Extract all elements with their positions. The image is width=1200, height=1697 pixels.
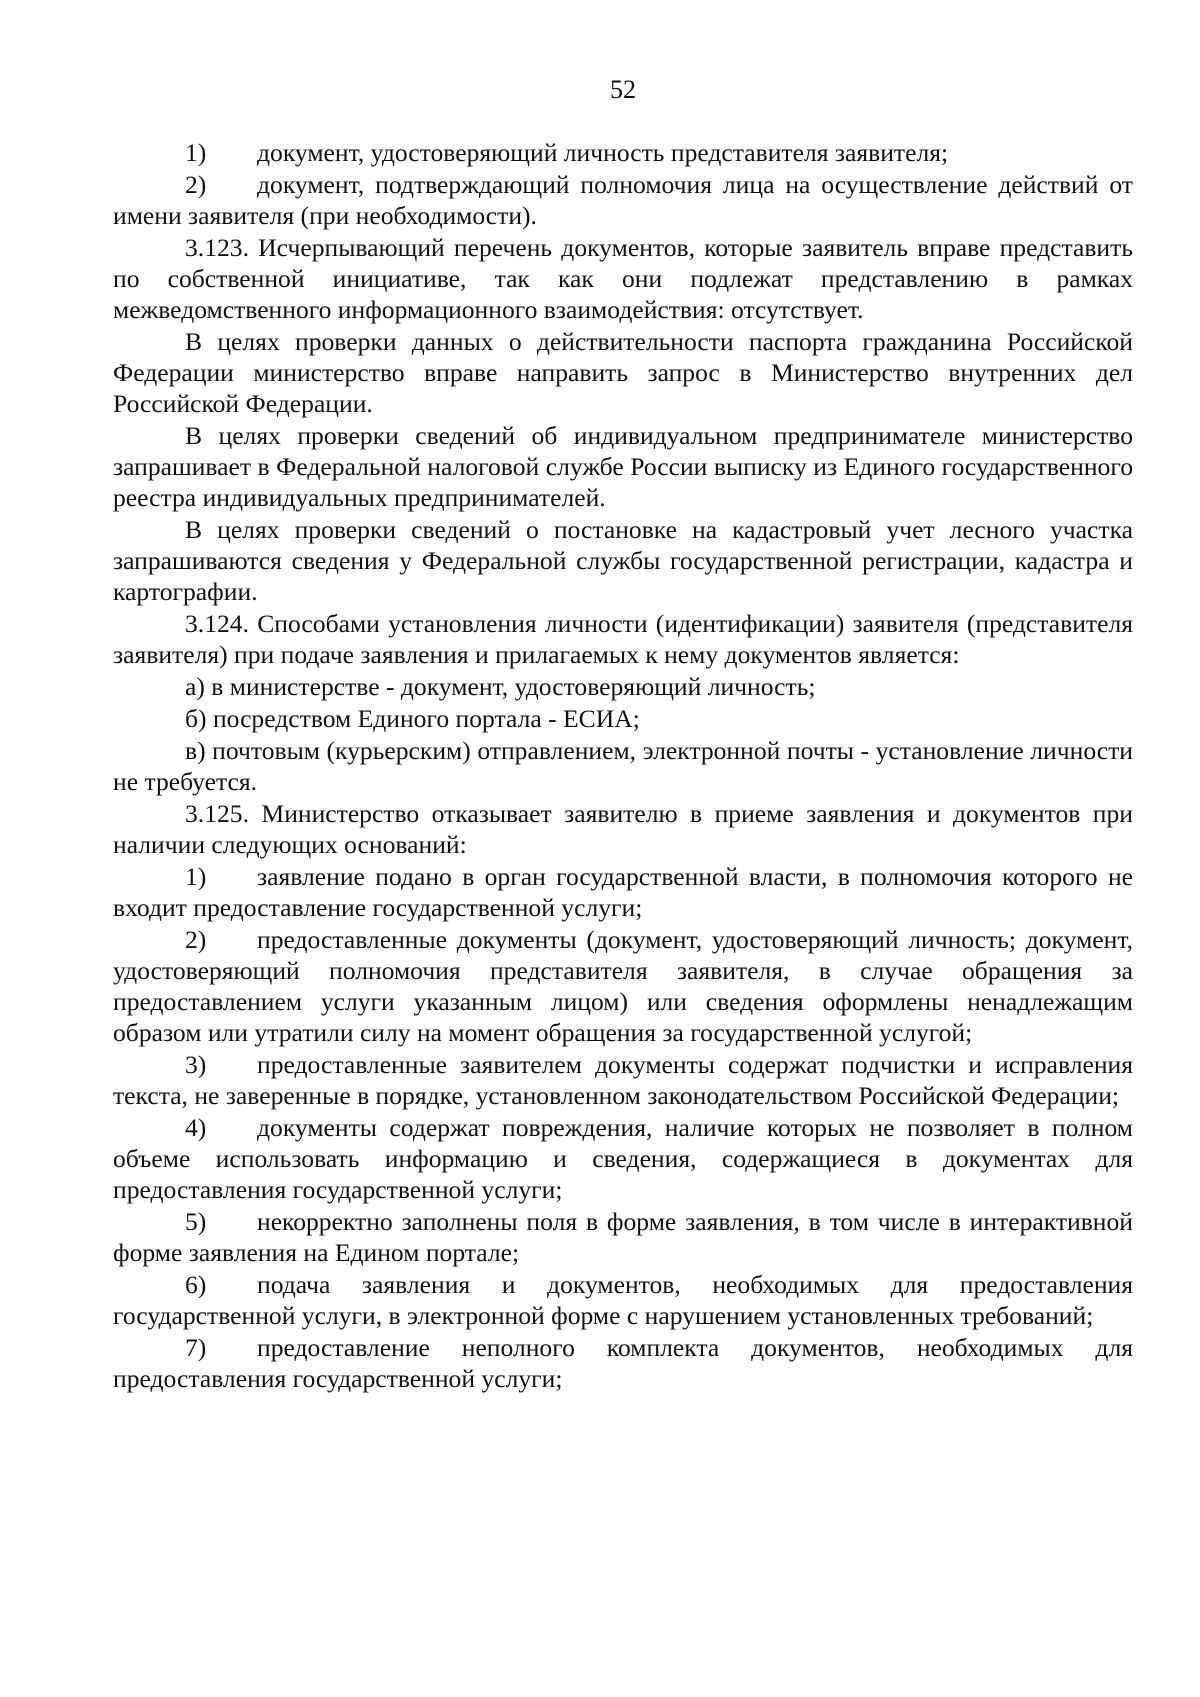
item-number: 3) bbox=[185, 1050, 207, 1079]
paragraph: б) посредством Единого портала - ЕСИА; bbox=[185, 704, 640, 733]
paragraph: в) почтовым (курьерским) отправлением, электронной почты - установление личности не требуется. bbox=[113, 736, 1133, 796]
paragraph: В целях проверки сведений о постановке на кадастровый учет лесного участка запрашиваются сведения у Федеральной службы государственной регистрации, кадастра и картографии. bbox=[113, 515, 1133, 606]
item-number: 5) bbox=[185, 1207, 207, 1236]
item-text: некорректно заполнены поля в форме заявления, в том числе в интерактивной форме заявления на Едином портале; bbox=[113, 1207, 1133, 1267]
item-number: 7) bbox=[185, 1333, 207, 1362]
page-number: 52 bbox=[610, 75, 636, 104]
list-item bbox=[113, 137, 1133, 168]
paragraph: а) в министерстве - документ, удостоверяющий личность; bbox=[185, 672, 816, 701]
item-number: 2) bbox=[185, 170, 207, 199]
item-number: 4) bbox=[185, 1113, 207, 1142]
item-text: документ, подтверждающий полномочия лица на осуществление действий от имени заявителя (при необходимости). bbox=[113, 170, 1133, 230]
item-number: 1) bbox=[185, 862, 207, 891]
list-item bbox=[113, 169, 1133, 231]
item-text: предоставление неполного комплекта документов, необходимых для предоставления государственной услуги; bbox=[113, 1333, 1133, 1393]
paragraph: 3.123. Исчерпывающий перечень документов, которые заявитель вправе представить по собственной инициативе, так как они подлежат представлению в рамках межведомственного информационного взаимодействия: отсутствует. bbox=[113, 233, 1133, 324]
list-item bbox=[113, 1112, 1133, 1205]
list-item bbox=[113, 861, 1133, 923]
item-number: 2) bbox=[185, 925, 207, 954]
item-text: предоставленные документы (документ, удостоверяющий личность; документ, удостоверяющий полномочия представителя заявителя, в случае обращения за предоставлением услуги указанным лицом) или сведения оформлены ненадлежащим образом или утратили силу на момент обращения за государственной услугой; bbox=[113, 925, 1133, 1047]
item-number: 6) bbox=[185, 1270, 207, 1299]
list-item bbox=[113, 924, 1133, 1048]
item-number: 1) bbox=[185, 138, 207, 167]
paragraph: В целях проверки сведений об индивидуальном предпринимателе министерство запрашивает в Федеральной налоговой службе России выписку из Единого государственного реестра индивидуальных предпринимателей. bbox=[113, 421, 1133, 512]
item-text: предоставленные заявителем документы содержат подчистки и исправления текста, не заверенные в порядке, установленном законодательством Российской Федерации; bbox=[113, 1050, 1133, 1110]
item-text: документ, удостоверяющий личность представителя заявителя; bbox=[257, 138, 949, 167]
paragraph: 3.125. Министерство отказывает заявителю в приеме заявления и документов при наличии следующих оснований: bbox=[113, 799, 1133, 859]
list-item bbox=[113, 1206, 1133, 1268]
paragraph: В целях проверки данных о действительности паспорта гражданина Российской Федерации министерство вправе направить запрос в Министерство внутренних дел Российской Федерации. bbox=[113, 327, 1133, 418]
item-text: заявление подано в орган государственной власти, в полномочия которого не входит предоставление государственной услуги; bbox=[113, 862, 1133, 922]
item-text: подача заявления и документов, необходимых для предоставления государственной услуги, в электронной форме с нарушением установленных требований; bbox=[113, 1270, 1133, 1330]
document-body bbox=[113, 137, 1133, 1395]
item-text: документы содержат повреждения, наличие которых не позволяет в полном объеме использовать информацию и сведения, содержащиеся в документах для предоставления государственной услуги; bbox=[113, 1113, 1133, 1204]
paragraph: 3.124. Способами установления личности (идентификации) заявителя (представителя заявителя) при подаче заявления и прилагаемых к нему документов является: bbox=[113, 609, 1133, 669]
list-item bbox=[113, 1269, 1133, 1331]
list-item bbox=[113, 1332, 1133, 1394]
list-item bbox=[113, 1049, 1133, 1111]
